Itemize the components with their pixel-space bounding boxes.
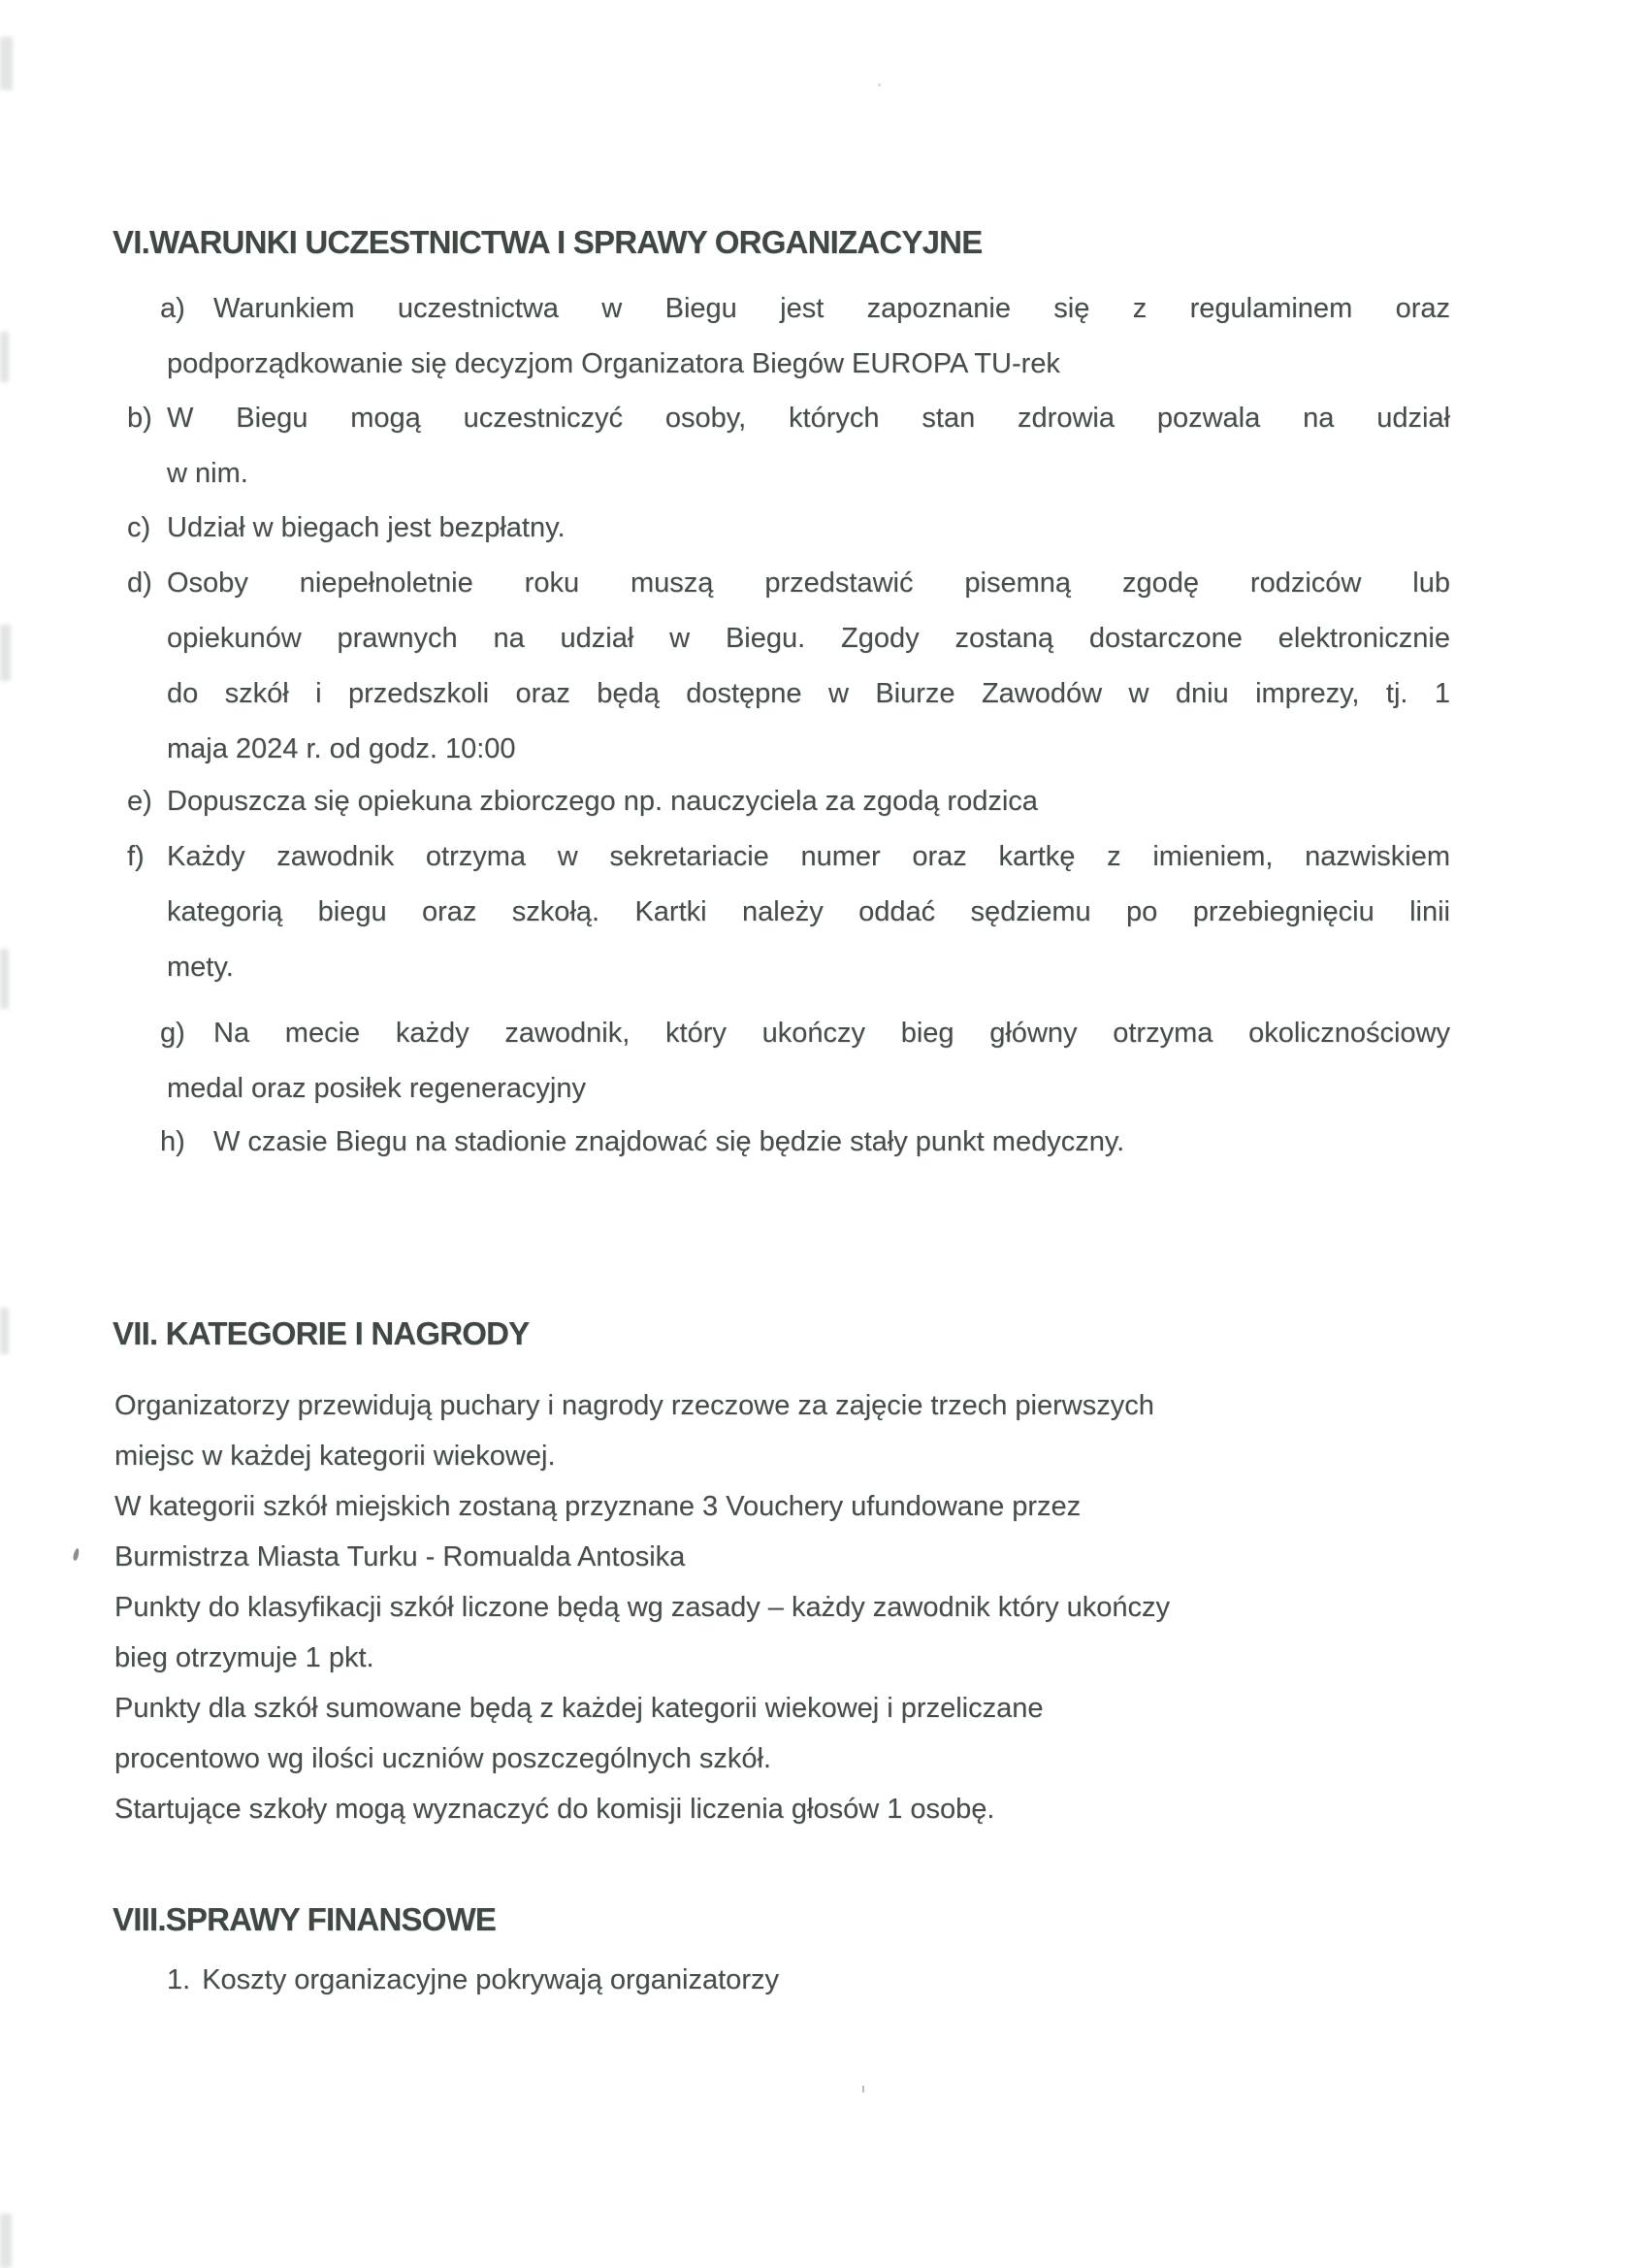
list-item-b-line: w nim.	[167, 458, 248, 489]
scan-speck	[862, 2086, 864, 2092]
paragraph-line: Punkty dla szkół sumowane będą z każdej kategorii wiekowej i przeliczane	[114, 1693, 1044, 1724]
list-item-f-line: kategorią biegu oraz szkołą. Kartki należy oddać sędziemu po przebiegnięciu linii	[167, 896, 1450, 927]
paragraph-line: bieg otrzymuje 1 pkt.	[114, 1642, 374, 1673]
section-vii-paragraph	[114, 1380, 1463, 1834]
list-item-c	[127, 501, 1450, 556]
list-item-c-line: Udział w biegach jest bezpłatny.	[167, 512, 566, 543]
paragraph-line: Startujące szkoły mogą wyznaczyć do komisji liczenia głosów 1 osobę.	[114, 1794, 995, 1825]
scan-artifact	[0, 2214, 12, 2268]
scan-artifact	[0, 625, 11, 681]
scan-speck	[878, 83, 881, 86]
paragraph-line: Organizatorzy przewidują puchary i nagrody rzeczowe za zajęcie trzech pierwszych	[114, 1390, 1154, 1421]
list-item-g-line: Na mecie każdy zawodnik, który ukończy bieg główny otrzyma okolicznościowy	[213, 1018, 1450, 1049]
paragraph-line: miejsc w każdej kategorii wiekowej.	[114, 1441, 556, 1472]
scan-mark	[73, 1548, 81, 1562]
finance-item-1	[167, 1953, 779, 2008]
list-item-g	[160, 1006, 1450, 1117]
list-item-d-line: maja 2024 r. od godz. 10:00	[167, 733, 516, 764]
list-item-d-line: opiekunów prawnych na udział w Biegu. Zgody zostaną dostarczone elektronicznie	[167, 623, 1450, 654]
list-item-a-label: a)	[160, 293, 185, 324]
finance-item-1-text: Koszty organizacyjne pokrywają organizatorzy	[202, 1964, 779, 1995]
paragraph-line: Burmistrza Miasta Turku - Romualda Antosika	[114, 1541, 686, 1572]
paragraph-line: Punkty do klasyfikacji szkół liczone będą wg zasady – każdy zawodnik który ukończy	[114, 1592, 1171, 1623]
scan-artifact	[0, 1308, 9, 1354]
list-item-e-label: e)	[127, 786, 152, 817]
list-item-c-label: c)	[127, 512, 151, 543]
scan-artifact	[0, 332, 9, 382]
list-item-h-line: W czasie Biegu na stadionie znajdować się będzie stały punkt medyczny.	[213, 1126, 1125, 1157]
scan-artifact	[0, 949, 9, 1009]
list-item-a	[160, 281, 1450, 392]
list-item-d	[127, 556, 1450, 777]
list-item-h	[160, 1115, 1450, 1170]
list-item-f-line: mety.	[167, 952, 234, 983]
list-item-f-line: Każdy zawodnik otrzyma w sekretariacie numer oraz kartkę z imieniem, nazwiskiem	[167, 841, 1450, 872]
list-item-f-label: f)	[127, 841, 145, 872]
section-viii-heading: VIII.SPRAWY FINANSOWE	[113, 1901, 497, 1937]
section-vii-heading: VII. KATEGORIE I NAGRODY	[113, 1315, 530, 1351]
paragraph-line: procentowo wg ilości uczniów poszczególnych szkół.	[114, 1743, 771, 1774]
paragraph-line: W kategorii szkół miejskich zostaną przyznane 3 Vouchery ufundowane przez	[114, 1491, 1082, 1522]
list-item-d-line: Osoby niepełnoletnie roku muszą przedstawić pisemną zgodę rodziców lub	[167, 567, 1450, 599]
scan-artifact	[0, 37, 13, 90]
list-item-b	[127, 391, 1450, 502]
list-item-h-label: h)	[160, 1126, 185, 1157]
list-item-d-line: do szkół i przedszkoli oraz będą dostępne w Biurze Zawodów w dniu imprezy, tj. 1	[167, 678, 1450, 709]
list-item-e	[127, 774, 1450, 829]
section-vi-heading: VI.WARUNKI UCZESTNICTWA I SPRAWY ORGANIZACYJNE	[113, 224, 983, 260]
list-item-b-line: W Biegu mogą uczestniczyć osoby, których stan zdrowia pozwala na udział	[167, 403, 1450, 434]
list-item-a-line: Warunkiem uczestnictwa w Biegu jest zapoznanie się z regulaminem oraz	[213, 293, 1450, 324]
list-item-d-label: d)	[127, 567, 152, 599]
list-item-e-line: Dopuszcza się opiekuna zbiorczego np. nauczyciela za zgodą rodzica	[167, 786, 1038, 817]
list-item-b-label: b)	[127, 403, 152, 434]
finance-item-1-label: 1.	[167, 1964, 191, 1995]
list-item-g-label: g)	[160, 1018, 185, 1049]
list-item-g-line: medal oraz posiłek regeneracyjny	[167, 1073, 586, 1104]
list-item-a-line: podporządkowanie się decyzjom Organizatora Biegów EUROPA TU-rek	[167, 348, 1060, 379]
list-item-f	[127, 829, 1450, 995]
